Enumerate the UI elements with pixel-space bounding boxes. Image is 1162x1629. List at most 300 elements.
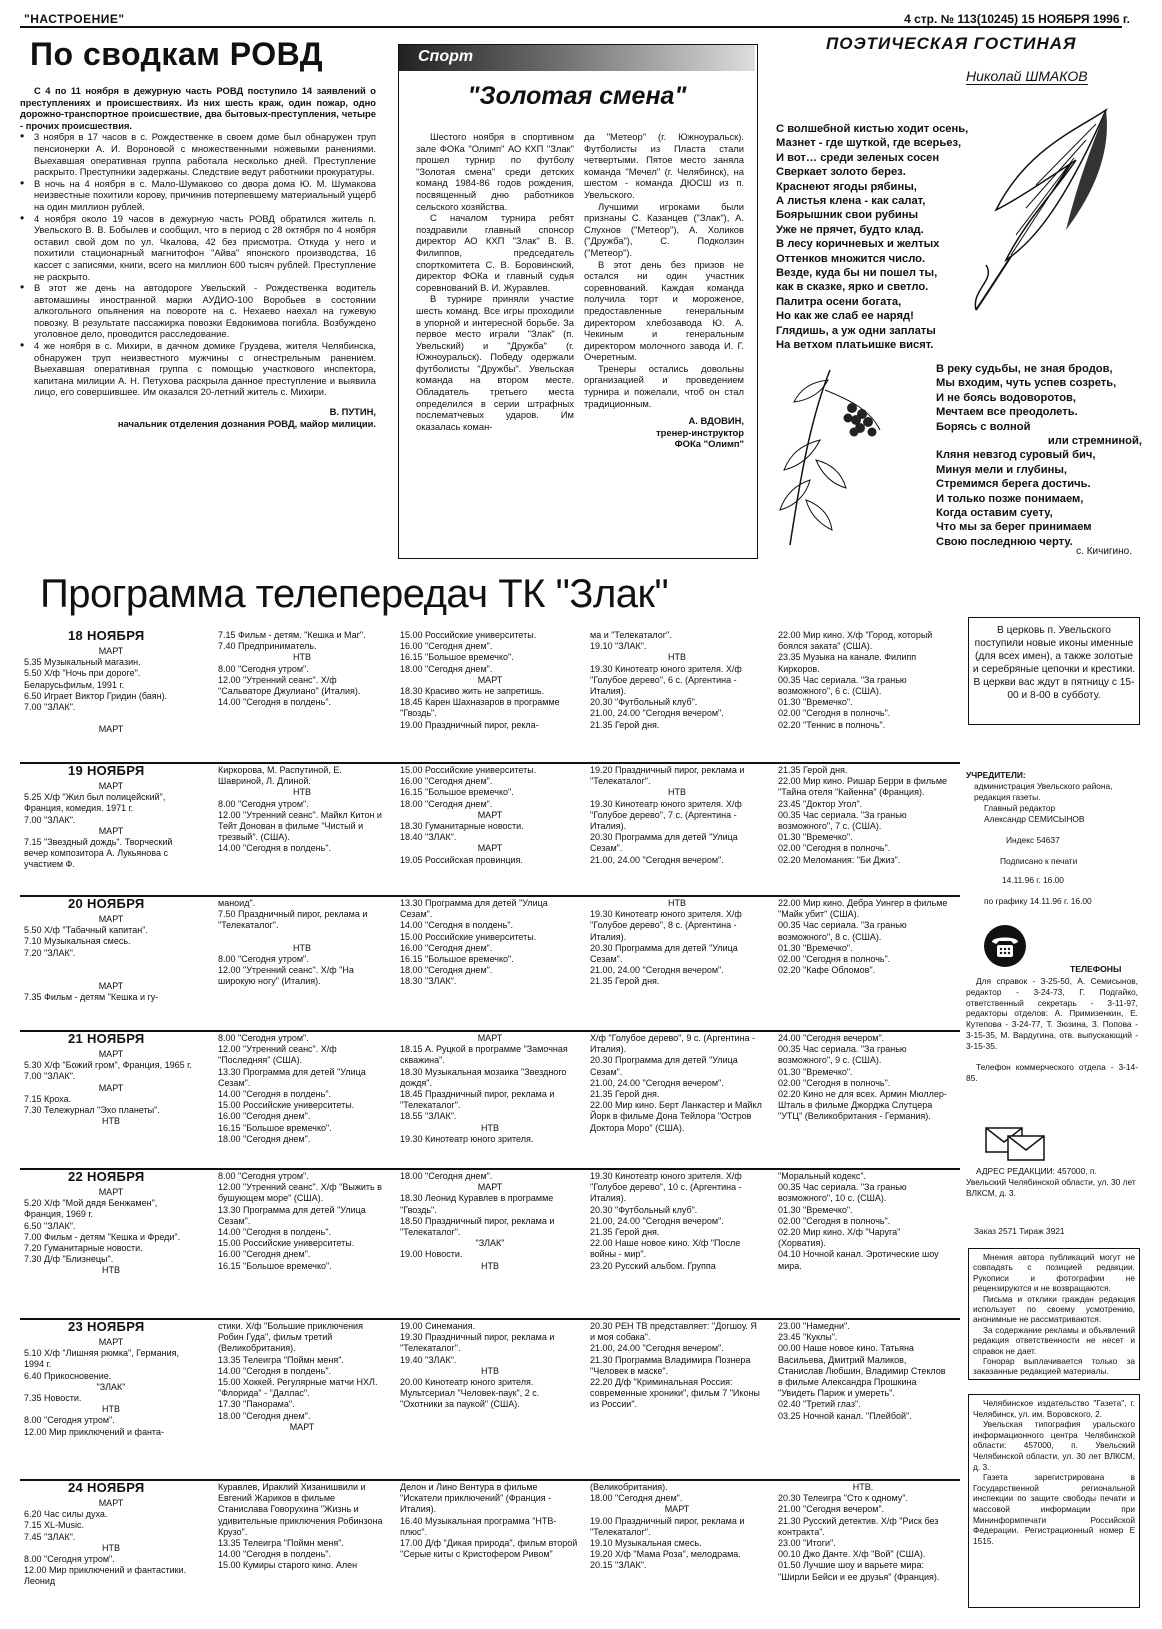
tv-column [590,765,764,893]
poem-line: или стремниной, [1047,435,1142,448]
tv-entry: маноид". [218,898,256,908]
disclaimer-paragraph: Гонорар выплачивается только за заказанные редакцией материалы. [973,1356,1135,1376]
tv-entry: 14.00 "Сегодня в полдень". [218,1549,332,1560]
tv-entry: 14.00 "Сегодня в полдень". [218,1365,332,1376]
tv-entry: 7.40 Предприниматель. [218,641,317,652]
tv-entry: 22.00 Мир кино. Берт Ланкастер и Майкл Йорк в фильме Дона Тейлора "Остров Доктора Моро" (США). [590,1100,762,1133]
tv-entry: 13.30 Программа для детей "Улица Сезам". [218,1204,366,1226]
tv-entry: 20.30 РЕН ТВ представляет: "Догшоу. Я и моя собака". [590,1321,757,1343]
tv-entry: 24.00 "Сегодня вечером". [778,1033,885,1043]
poem-line: Боярышник свои рубины [776,209,919,222]
tv-entry: 22.00 Мир кино. Ришар Берри в фильме "Тайна отеля "Кайенна" (Франция). [778,776,948,798]
rovd-article [20,85,376,429]
tv-channel: МАРТ [98,914,124,924]
day-separator [20,1168,960,1170]
tv-entry: 14.00 "Сегодня в полдень". [218,1227,332,1238]
poem-line: Сверкает золото берез. [776,166,906,179]
tv-column [24,914,198,1028]
poem-line: На ветхом платьишке висят. [776,339,934,352]
tv-column [24,781,198,893]
tv-channel: НТВ [102,1116,120,1127]
tv-entry: Х/ф "Голубое дерево", 9 с. (Аргентина - Италия). [590,1033,756,1055]
tv-column [778,1321,948,1477]
poem-2 [936,362,1142,552]
tv-entry: 00.10 Джо Данте. Х/ф "Вой" (США). [778,1549,926,1560]
tv-entry: 00.35 Час сериала. "За гранью возможного", 9 с. (США). [778,1044,907,1066]
tv-entry: 7.00 "ЗЛАК". [24,1071,76,1082]
tv-entry: 12.00 Мир приключений и фантастики. Леонид [24,1565,187,1587]
tv-entry: 7.15 "Звездный дождь". Творческий вечер композитора А. Лукьянова с участием Ф. [24,837,173,870]
poem-line: Мечтаем все преодолеть. [936,406,1078,419]
tv-entry: 00.35 Час сериала. "За гранью возможного", 8 с. (США). [778,920,907,942]
tv-entry: 23.45 "Куклы". [778,1332,838,1343]
tv-entry: 16.00 "Сегодня днем". [400,942,493,953]
tv-entry: 01.30 "Времечко". [778,697,853,708]
tv-entry: 7.20 "ЗЛАК". [24,947,76,958]
tv-column [218,630,386,760]
tv-entry: 7.45 "ЗЛАК". [24,1531,76,1542]
tv-entry: 16.15 "Большое времечко". [400,787,514,798]
poem-line: Кляня невзгод суровый бич, [936,449,1096,462]
tv-entry: 12.00 "Утренний сеанс". Х/ф "Последняя" (США). [218,1044,337,1066]
tv-column [778,898,948,1028]
tv-entry: 19.10 "ЗЛАК". [590,641,647,652]
rowan-illustration [770,360,900,550]
tv-channel: НТВ. [852,1482,874,1492]
tv-column [778,630,948,760]
tv-entry: 20.00 Кинотеатр юного зрителя. Мультсериал "Человек-паук", 2 с. "Охотники за паукой" (США). [400,1377,540,1410]
disclaimer-paragraph: Письма и отклики граждан редакция использует по своему усмотрению, анонимные не рассматриваются. [973,1293,1135,1325]
tv-entry: 6.50 Играет Виктор Гридин (баян). [24,690,168,701]
address-text: АДРЕС РЕДАКЦИИ: 457000, п. Увельский Челябинской области, ул. 30 лет ВЛКСМ, д. 3. [966,1166,1136,1198]
sport-signature-title: тренер-инструктор [656,426,744,438]
tv-entry: 18.00 "Сегодня днем". [218,1133,311,1144]
tv-day-heading: 21 НОЯБРЯ [68,1031,145,1046]
tv-entry: 20.30 Программа для детей "Улица Сезам". [590,1055,738,1077]
tv-entry: 14.00 "Сегодня в полдень". [218,843,332,854]
envelope-icon [984,1124,1048,1164]
tv-entry: 15.00 Кумиры старого кино. Ален [218,1560,358,1571]
founders-line: Главный редактор [984,803,1056,813]
tv-entry: 01.30 "Времечко". [778,1066,853,1077]
rovd-title: По сводкам РОВД [30,36,324,72]
tv-entry: 21.00, 24.00 "Сегодня вечером". [590,1215,724,1226]
tv-channel: МАРТ [477,1182,503,1193]
tv-channel: НТВ [293,942,311,953]
tv-entry: 20.30 "Футбольный клуб". [590,697,698,708]
tv-column [778,1482,948,1626]
tv-channel: МАРТ [289,1421,315,1432]
tv-entry: 22.00 Мир кино. Х/ф "Город, который боялся заката" (США). [778,630,933,652]
tv-column [400,1482,580,1626]
tv-column [590,1171,764,1316]
tv-entry: 18.30 Красиво жить не запретишь. [400,686,545,697]
sport-title: "Золотая смена" [467,82,687,110]
phone-icon [982,924,1028,968]
tv-entry: 21.00, 24.00 "Сегодня вечером". [590,1077,724,1088]
poem-line: Но как же слаб ее наряд! [776,310,914,323]
tv-entry: 16.00 "Сегодня днем". [400,776,493,787]
rovd-lead: С 4 по 11 ноября в дежурную часть РОВД поступило 14 заявлений о преступлениях и происшествиях. Из них шесть краж, один пожар, одно дорожно-транспортное происшествие, два бытовых-преступления, четыре - прочих происшествия. [20,85,376,131]
tv-entry: 7.35 Новости. [24,1393,82,1404]
tv-entry: 19.10 Музыкальная смесь. [590,1538,702,1549]
tv-entry: 16.15 "Большое времечко". [218,1122,332,1133]
poem-line: Что мы за берег принимаем [936,521,1092,534]
founders-block [966,770,1138,920]
tv-channel: НТВ [102,1265,120,1276]
tv-entry: 6.40 Прикосновение. [24,1370,112,1381]
tv-entry: 12.00 "Утренний сеанс". Х/ф "Сальваторе Джулиано" (Италия). [218,674,361,697]
tv-entry: 5.20 Х/ф "Мой дядя Бенжамен", Франция, 1969 г. [24,1198,158,1220]
tv-entry: 21.35 Герой дня. [590,719,660,730]
poem-line: В реку судьбы, не зная бродов, [936,363,1113,375]
poem-line: И только позже понимаем, [936,492,1084,505]
tv-column [400,1033,580,1166]
poem-line: Борясь с волной [936,420,1031,433]
tv-channel: МАРТ [98,1498,124,1508]
tv-entry: 15.00 Хоккей. Регулярные матчи НХЛ. "Флорида" - "Даллас". [218,1377,378,1399]
tv-entry: 20.15 "ЗЛАК". [590,1560,647,1571]
tv-channel: НТВ [668,787,686,798]
poem-line: А листья клена - как салат, [776,195,926,208]
tv-entry: 00.35 Час сериала. "За гранью возможного", 6 с. (США). [778,674,907,697]
tv-entry: 12.00 "Утренний сеанс". Х/ф "На широкую ногу" (Италия). [218,965,354,987]
tv-entry: 12.00 "Утренний сеанс". Х/ф "Выжить в бушующем море" (США). [218,1182,382,1204]
tv-entry: 5.30 Х/ф "Божий гром", Франция, 1965 г. [24,1060,192,1071]
tv-entry: 19.05 Российская провинция. [400,854,523,865]
tv-entry: 20.30 Телеигра "Сто к одному". [778,1493,908,1504]
tv-entry: 7.15 XL-Music. [24,1520,85,1531]
tv-entry: 16.00 "Сегодня днем". [218,1111,311,1122]
tv-column [218,898,386,1028]
tv-entry: 13.35 Телеигра "Поймн меня". [218,1354,344,1365]
sport-tag-label: Спорт [418,48,474,65]
tv-entry: 16.40 Музыкальная программа "НТВ-плюс". [400,1515,557,1537]
poem-line: Краснеют ягоды рябины, [776,180,917,193]
rovd-signature-title: начальник отделения дознания РОВД, майор милиции. [117,417,376,429]
tv-entry: 16.00 "Сегодня днем". [218,1249,311,1260]
tv-entry: 02.00 "Сегодня в полночь". [778,843,891,854]
tv-entry: Киркорова, М. Распутиной, Е. Шавриной, Л. Длиной. [218,765,342,787]
tv-entry: ма и "Телекаталог". [590,630,672,640]
section-label: "НАСТРОЕНИЕ" [24,12,125,26]
tv-entry: "Моральный кодекс". [778,1171,867,1181]
tv-title: Программа телепередач ТК "Злак" [40,572,669,616]
disclaimer-paragraph: За содержание рекламы и объявлений редакция ответственности не несет и справок не дает. [973,1324,1135,1356]
day-separator [20,895,960,897]
day-separator [20,762,960,764]
tv-entry: Куравлев, Ираклий Хизанишвили и Евгений Жариков в фильме Станислава Говорухина "Жизнь и удивительные приключения Робинзона Крузо". [218,1482,383,1537]
tv-entry: 23.00 "Намедни". [778,1321,850,1331]
poem-line: Минуя мели и глубины, [936,463,1068,476]
publisher-paragraph: Газета зарегистрирована в Государственной региональной инспекции по защите свободы печати и массовой информации при Мининформпечати Российской Федерации. Регистрационный номер Е 1515. [973,1472,1135,1546]
feather-illustration [956,90,1126,320]
tv-entry: 02.00 "Сегодня в полночь". [778,708,891,719]
tv-channel: МАРТ [98,825,124,836]
tv-entry: 04.10 Ночной канал. Эротические шоу мира. [778,1249,939,1271]
tv-day-heading: 23 НОЯБРЯ [68,1319,145,1334]
poem-line: Палитра осени богата, [776,295,902,308]
tv-entry: 02.00 "Сегодня в полночь". [778,1215,891,1226]
tv-entry: 23.00 "Итоги". [778,1538,836,1549]
tv-entry: 8.00 "Сегодня утром". [218,798,309,809]
founders-line: Подписано к печати [1000,856,1078,866]
sport-paragraph: Лучшими игроками были признаны С. Казанцев ("Злак"), А. Слухнов ("Метеор"), А. Холиков ("Дружба"), С. Подколзин ("Метеор"). [584,200,744,258]
poem-line: И вот… среди зеленых сосен [776,151,940,164]
publisher-paragraph: Челябинское издательство "Газета", г. Челябинск, ул. им. Воровского, 2. [973,1398,1135,1419]
poem-place: с. Кичигино. [1076,546,1132,557]
tv-entry: 18.45 Праздничный пирог, реклама и "Телекаталог". [400,1089,555,1111]
tv-entry: 19.30 Кинотеатр юного зрителя. Х/ф "Голубое дерево", 8 с. (Аргентина - Италия). [590,909,742,942]
tv-column [24,1498,198,1626]
rovd-signature: В. ПУТИН, [329,406,376,418]
founders-line: по графику 14.11.96 г. 16.00 [984,896,1092,906]
tv-entry: 01.30 "Времечко". [778,942,853,953]
sport-col-1 [416,131,574,551]
tv-column [218,1321,386,1477]
tv-column [778,1033,948,1166]
tv-entry: 02.20 "Кафе Обломов". [778,965,876,976]
tv-column [24,646,198,760]
tv-entry: 23.45 "Доктор Угол". [778,798,863,809]
tv-entry: 18.30 Музыкальная мозаика "Звездного дождя". [400,1066,567,1088]
tv-column [778,765,948,893]
tv-entry: 02.20 Кино не для всех. Армин Мюллер-Шталь в фильме Джорджа Слутцера "УТЦ" (Великобритания - Германия). [778,1089,947,1122]
tv-entry: 8.00 "Сегодня утром". [218,1171,309,1181]
sport-paragraph: С началом турнира ребят поздравили главный спонсор директор АО КХП "Злак" В. В. Филиппов, председатель спорткомитета С. В. Боровинский, директор ФОКа и главный судья соревнований В. И. Журавлев. [416,212,574,293]
tv-entry: 5.35 Музыкальный магазин. [24,657,141,668]
poem-line: И не боясь водоворотов, [936,391,1077,404]
tv-entry: (Великобритания). [590,1482,668,1492]
tv-channel: МАРТ [664,1504,690,1515]
tv-entry: 18.15 А. Руцкой в программе "Замочная скважина". [400,1044,568,1066]
sport-paragraph: Тренеры остались довольны организацией и проведением турнира и пожелали, чтоб он стал традиционным. [584,362,744,409]
tv-entry: 02.20 Меломания: "Би Джиз". [778,854,901,865]
tv-entry: 19.30 Кинотеатр юного зрителя. Х/ф "Голубое дерево", 10 с. (Аргентина - Италия). [590,1171,742,1204]
tv-column [778,1171,948,1316]
tv-entry: 21.35 Герой дня. [778,765,848,775]
founders-line: УЧРЕДИТЕЛИ: [966,770,1026,780]
tv-entry: 20.30 Программа для детей "Улица Сезам". [590,832,738,854]
tv-entry: 21.30 Русский детектив. Х/ф "Риск без контракта". [778,1515,939,1537]
tv-channel: МАРТ [98,1187,124,1197]
tv-entry: 7.00 "ЗЛАК". [24,702,76,713]
tv-entry: 16.00 "Сегодня днем". [400,641,493,652]
tv-entry: 18.55 "ЗЛАК". [400,1111,457,1122]
poem-line: В лесу коричневых и желтых [776,238,940,251]
poem-line: Оттенков множится число. [776,252,926,265]
tv-entry: 12.00 Мир приключений и фанта- [24,1426,164,1437]
poetry-title: ПОЭТИЧЕСКАЯ ГОСТИНАЯ [826,34,1077,53]
tv-entry: Делон и Лино Вентура в фильме "Искатели приключений" (Франция - Италия). [400,1482,552,1515]
tv-entry: 5.50 Х/ф "Табачный капитан". [24,925,148,936]
tv-entry: 03.25 Ночной канал. "Плейбой". [778,1410,912,1421]
tv-entry: 13.35 Телеигра "Поймн меня". [218,1538,344,1549]
tv-entry: 19.00 Синемания. [400,1321,476,1331]
tv-entry: 5.10 Х/ф "Лишняя рюмка", Германия, 1994 г. [24,1348,180,1370]
tv-entry: 19.30 Праздничный пирог, реклама и "Телекаталог". [400,1332,555,1354]
tv-entry: 20.30 Программа для детей "Улица Сезам". [590,942,738,965]
tv-day-heading: 19 НОЯБРЯ [68,763,145,778]
tv-entry: 7.30 Тележурнал "Эхо планеты". [24,1105,160,1116]
tv-column [400,630,580,760]
tv-entry: 18.00 "Сегодня днем". [400,965,493,976]
tv-entry: 18.45 Карен Шахназаров в программе "Гвоздь". [400,697,560,719]
tv-column [24,1337,198,1477]
tv-entry: 22.20 Д/ф "Криминальная Россия: современные хроники", фильм 7 "Иконы из России". [590,1377,760,1410]
sport-paragraph: В турнире приняли участие шесть команд. Все игры проходили в упорной и интересной борьбе. За первое место играли "Злак" (п. Увельский) и "Дружба" (г. Южноуральск). Победу одержали футболисты "Дружбы". Увельская команда на втором месте. Обладатель третьего места определился в серии штрафных послематчевых ударов. Им оказалась коман- [416,293,574,432]
phones-title: ТЕЛЕФОНЫ [1070,964,1122,974]
tv-entry: 18.50 Праздничный пирог, реклама и "Телекаталог". [400,1215,555,1238]
poetry-author: Николай ШМАКОВ [966,68,1088,84]
tv-day-heading: 20 НОЯБРЯ [68,896,145,911]
tv-channel: МАРТ [98,981,124,992]
tv-entry: 00.35 Час сериала. "За гранью возможного", 10 с. (США). [778,1182,907,1204]
tv-entry: 16.15 "Большое времечко". [218,1260,332,1271]
tv-channel: МАРТ [98,646,124,656]
tv-entry: 21.35 Герой дня. [590,1089,660,1100]
tv-channel: НТВ [481,1122,499,1133]
tv-entry: 16.15 "Большое времечко". [400,652,514,663]
tv-entry: 18.00 "Сегодня днем". [400,663,493,674]
tv-entry: 18.30 Гуманитарные новости. [400,821,524,832]
tv-entry: 23.20 Русский альбом. Группа [590,1260,716,1271]
tv-entry: 14.00 "Сегодня в полдень". [400,920,514,931]
publisher-paragraph: Увельская типография уральского информационного центра Челябинской области: 457000, п. Увельский Челябинской области, ул. 30 лет ВЛКСМ, д. 3. [973,1419,1135,1472]
tv-entry: 16.15 "Большое времечко". [400,954,514,965]
poem-line: Когда оставим суету, [936,507,1053,520]
publisher-text [973,1398,1135,1602]
tv-channel: МАРТ [477,809,503,820]
tv-column [590,898,764,1028]
tv-column [400,1321,580,1477]
tv-channel: НТВ [668,898,686,908]
tv-entry: 8.00 "Сегодня утром". [218,663,309,674]
poem-line: С волшебной кистью ходит осень, [776,123,969,135]
tv-entry: 8.00 "Сегодня утром". [218,954,309,965]
tv-entry [24,713,198,724]
tv-entry: 21.35 Герой дня. [590,976,660,987]
tv-column [400,898,580,1028]
tv-channel: НТВ [481,1260,499,1271]
tv-entry: 18.00 "Сегодня днем". [590,1493,683,1504]
tv-entry: 5.50 Х/ф "Ночь при дороге". Беларусьфильм, 1991 г. [24,668,141,690]
tv-entry: 7.00 "ЗЛАК". [24,814,76,825]
tv-entry: 21.00, 24.00 "Сегодня вечером". [590,965,724,976]
tv-channel: МАРТ [98,1082,124,1093]
tv-entry: 17.30 "Панорама". [218,1399,295,1410]
tv-column [24,1049,198,1166]
tv-entry: 02.40 "Третий глаз". [778,1399,861,1410]
rovd-item: • В ночь на 4 ноября в с. Мало-Шумаково со двора дома Ю. М. Шумакова неизвестные похитили корову, причинив потерпевшему материальный ущерб на один миллион рублей. [20,178,376,213]
tv-entry: 21.30 Программа Владимира Познера "Человек в маске". [590,1354,751,1376]
tv-entry: 7.15 Фильм - детям. "Кешка и Маг". [218,630,366,640]
tv-entry: 20.30 "Футбольный клуб". [590,1204,698,1215]
tv-column [400,1171,580,1316]
sport-paragraph: Шестого ноября в спортивном зале ФОКа "Олимп" АО КХП "Злак" прошел турнир по футболу "Золотая смена" среди детских команд 1984-86 годов рождения, посвященный дню работников сельского хозяйства. [416,131,574,212]
tv-entry: 21.00, 24.00 "Сегодня вечером". [590,1343,724,1354]
tv-entry: 18.30 Леонид Куравлев в программе "Гвоздь". [400,1193,554,1215]
tv-entry: 02.20 Мир кино. Х/ф "Чаруга" (Хорватия). [778,1227,901,1249]
tv-entry: 14.00 "Сегодня в полдень". [218,1089,332,1100]
tv-entry [24,959,198,970]
tv-column [24,1187,198,1316]
tv-entry [218,932,386,943]
disclaimer-text [973,1252,1135,1376]
tv-channel: НТВ [293,652,311,663]
tv-channel: НТВ [481,1365,499,1376]
tv-entry: 00.00 Наше новое кино. Татьяна Васильева, Дмитрий Маликов, Станислав Любшин, Владимир Стеклов в фильме Александра Прошкина "Увидеть Париж и умереть". [778,1343,946,1399]
tv-channel: НТВ [668,652,686,663]
tv-entry: 8.00 "Сегодня утром". [24,1415,115,1426]
tv-channel: "ЗЛАК" [96,1381,126,1392]
tv-entry: 5.25 Х/ф "Жил был полицейский", Франция, комедия. 1971 г. [24,792,166,814]
tv-entry: 19.00 Праздничный пирог, рекла- [400,719,539,730]
tv-entry: 7.10 Музыкальная смесь. [24,936,131,947]
tv-column [218,1482,386,1626]
tv-entry: 14.00 "Сегодня в полдень". [218,697,332,708]
tv-channel: МАРТ [98,1337,124,1347]
tv-entry: 15.00 Российские университеты. [218,1100,355,1111]
tv-entry: 21.00 "Сегодня вечером". [778,1504,885,1515]
tv-channel: МАРТ [98,781,124,791]
header-rule [20,26,1122,28]
tv-column [590,1033,764,1166]
tv-channel: МАРТ [98,724,124,735]
tv-entry: 21.35 Герой дня. [590,1227,660,1238]
poem-line: Свою последнюю черту. [936,535,1073,548]
tv-entry [24,970,198,981]
tv-entry: 19.30 Кинотеатр юного зрителя. Х/ф "Голубое дерево", 7 с. (Аргентина - Италия). [590,798,742,832]
poem-line: Стремимся берега достичь. [936,478,1091,491]
tv-entry: 21.00, 24.00 "Сегодня вечером". [590,708,724,719]
tv-entry: 18.00 "Сегодня днем". [400,798,493,809]
tv-column [590,1482,764,1626]
tv-entry: 02.20 "Теннис в полночь". [778,719,886,730]
tv-entry: 21.00, 24.00 "Сегодня вечером". [590,854,724,865]
sport-col-2 [584,131,744,555]
poem-line: Мазнет - где шуткой, где всерьез, [776,137,962,150]
tv-entry: 18.40 "ЗЛАК". [400,832,457,843]
founders-line: 14.11.96 г. 16.00 [1002,875,1064,885]
sport-paragraph: В этот день без призов не остался ни один участник соревнований. Каждая команда получила торт и мороженое, предоставленные генеральным директором хлебозавода Ю. А. Чекиным и генеральным директором молочного завода И. Г. Очеретным. [584,258,744,363]
founders-line: Индекс 54637 [1006,835,1060,845]
tv-entry: 01.30 "Времечко". [778,832,853,843]
tv-entry: 02.00 "Сегодня в полночь". [778,954,891,965]
tv-entry: 19.30 Кинотеатр юного зрителя. [400,1133,534,1144]
disclaimer-paragraph: Мнения автора публикаций могут не совпадать с позицией редакции. Рукописи и фотографии не рецензируются и не возвращаются. [973,1252,1135,1294]
tv-entry: 19.00 Праздничный пирог, реклама и "Телекаталог". [590,1515,745,1537]
tv-entry: 19.20 Х/ф "Мама Роза", мелодрама. [590,1549,741,1560]
tv-channel: НТВ [102,1404,120,1415]
phones-commercial: Телефон коммерческого отдела - 3-14-85. [966,1062,1138,1083]
tv-entry: 19.20 Праздничный пирог, реклама и "Телекаталог". [590,765,745,787]
tv-day-heading: 18 НОЯБРЯ [68,628,145,643]
tv-entry: 18.00 "Сегодня днем". [400,1171,493,1181]
tv-column [590,630,764,760]
tv-column [218,765,386,893]
day-separator [20,1479,960,1481]
tv-channel: МАРТ [477,843,503,854]
tv-entry: 8.00 "Сегодня утром". [218,1033,309,1043]
tv-entry: 7.20 Гуманитарные новости. [24,1243,143,1254]
tv-column [590,1321,764,1477]
tv-channel: МАРТ [477,674,503,685]
poem-line: Везде, куда бы ни пошел ты, [776,267,938,280]
rovd-item: • В этот же день на автодороге Увельский - Рождественка водитель автомашины иностранной марки АУДИО-100 Воробьев в состоянии алкогольного опьянения на повороте на с. Нехаево наехал на гужевую повозку. В результате пассажирка повозки Евдокимова погибла. Возбуждено уголовное дело, проводится расследование. [20,282,376,340]
tv-column [400,765,580,893]
tv-channel: НТВ [293,787,311,798]
